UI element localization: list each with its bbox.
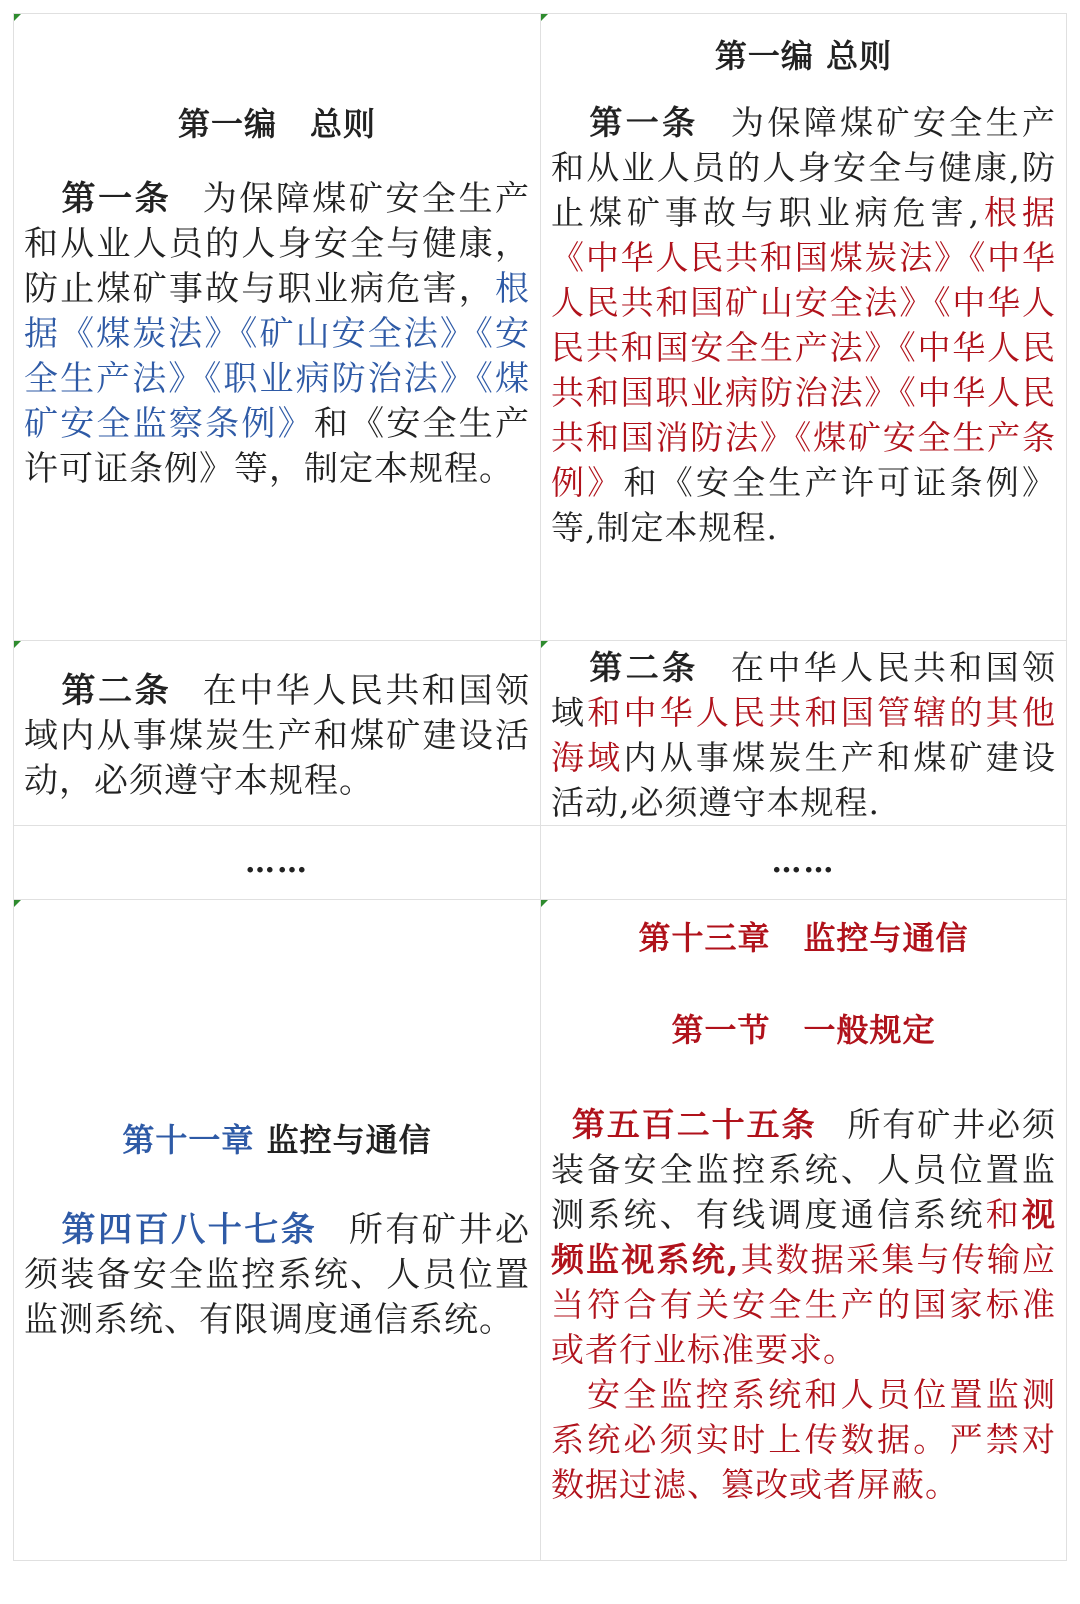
left-article1-text: 为保障煤矿安全生产和从业人员的人身安全与健康，防止煤矿事故与职业病危害， <box>24 179 531 309</box>
table-row <box>14 641 1067 826</box>
right-article1-tail: 和《安全生产许可证条例》等,制定本规程. <box>551 463 1057 547</box>
right-article1-label: 第一条 <box>587 103 699 142</box>
right-article2-added-scope: 和中华人民共和国管辖的其他海域 <box>551 693 1057 777</box>
right-article2-label: 第二条 <box>587 648 699 687</box>
left-chapter-title: 监控与通信 <box>266 1121 432 1159</box>
left-chapter-heading <box>14 900 540 1160</box>
right-chapter-heading <box>541 900 1066 958</box>
right-cell-chapter13 <box>541 900 1067 1561</box>
left-article487-text: 所有矿井必须装备安全监控系统、人员位置监测系统、有限调度通信系统。 <box>24 1210 531 1340</box>
left-article1-legal-basis: 根据《煤炭法》《矿山安全法》《安全生产法》《职业病防治法》《煤矿安全监察条例》 <box>24 269 530 444</box>
left-cell-article1 <box>14 14 541 641</box>
right-article525-label: 第五百二十五条 <box>571 1105 817 1144</box>
right-article2-text-b: 内从事煤炭生产和煤矿建设活动,必须遵守本规程. <box>551 738 1057 822</box>
regulation-comparison-table <box>13 13 1067 1561</box>
right-article525-data-standard: 其数据采集与传输应当符合有关安全生产的国家标准或者行业标准要求。 <box>551 1240 1056 1369</box>
left-part-heading: 第一编 总则 <box>177 105 376 143</box>
right-article525-text-a: 所有矿井必须装备安全监控系统、人员位置监测系统、有线调度通信系统 <box>551 1105 1057 1234</box>
cell-corner-mark <box>541 900 548 907</box>
right-cell-article1 <box>541 14 1067 641</box>
cell-corner-mark <box>14 14 21 21</box>
left-article1-paragraph <box>14 177 540 492</box>
left-cell-article2 <box>14 641 541 826</box>
left-cell-chapter11 <box>14 900 541 1561</box>
right-article525-and: 和 <box>985 1195 1023 1234</box>
right-cell-ellipsis <box>541 826 1067 900</box>
right-section-heading: 第一节 一般规定 <box>671 1011 936 1049</box>
cell-corner-mark <box>14 641 21 648</box>
left-article1-tail: 和《安全生产许可证条例》等，制定本规程。 <box>24 404 531 489</box>
right-chapter-title: 第十三章 监控与通信 <box>638 919 969 957</box>
right-article2-text-a: 在中华人民共和国领域 <box>551 648 1057 732</box>
cell-corner-mark <box>541 14 548 21</box>
right-article2-paragraph <box>541 645 1066 825</box>
left-article2-label: 第二条 <box>60 671 172 711</box>
left-ellipsis: …… <box>245 845 309 880</box>
left-chapter-number: 第十一章 <box>122 1121 255 1159</box>
right-article525-video-system: 视频监视系统, <box>551 1195 1057 1279</box>
table-row <box>14 900 1067 1561</box>
right-article1-legal-basis: 根据《中华人民共和国煤炭法》《中华人民共和国矿山安全法》《中华人民共和国安全生产法》《中华人民共和国职业病防治法》《中华人民共和国消防法》《煤矿安全生产条例》 <box>551 193 1057 502</box>
right-article525-paragraph <box>541 1102 1066 1372</box>
left-cell-ellipsis <box>14 826 541 900</box>
right-ellipsis: …… <box>771 845 836 880</box>
left-article2-text: 在中华人民共和国领域内从事煤炭生产和煤矿建设活动，必须遵守本规程。 <box>24 671 531 801</box>
left-article1-label: 第一条 <box>60 179 172 219</box>
cell-corner-mark <box>14 900 21 907</box>
table-row <box>14 14 1067 641</box>
left-article487-label: 第四百八十七条 <box>60 1210 318 1250</box>
right-article1-paragraph <box>541 100 1066 550</box>
right-cell-article2 <box>541 641 1067 826</box>
right-part-heading: 第一编 总则 <box>714 37 893 75</box>
left-article2-paragraph <box>14 669 540 804</box>
right-article1-text: 为保障煤矿安全生产和从业人员的人身安全与健康,防止煤矿事故与职业病危害, <box>551 103 1057 232</box>
left-article487-paragraph <box>14 1208 540 1343</box>
right-article525-paragraph-2: 安全监控系统和人员位置监测系统必须实时上传数据。严禁对数据过滤、篡改或者屏蔽。 <box>551 1375 1056 1504</box>
table-row <box>14 826 1067 900</box>
